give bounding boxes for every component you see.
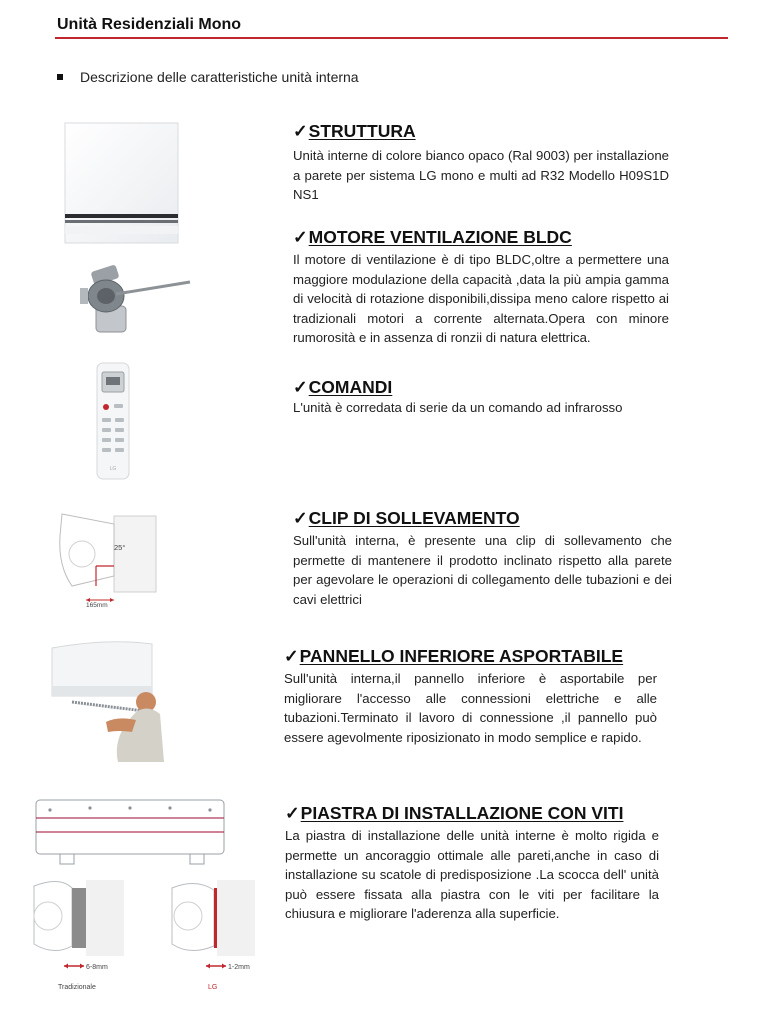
section-title: ✓PIASTRA DI INSTALLAZIONE CON VITI — [285, 803, 624, 823]
section-body: L'unità è corredata di serie da un comando ad infrarosso — [293, 400, 623, 415]
section-title: ✓PANNELLO INFERIORE ASPORTABILE — [284, 646, 624, 666]
section-body: Il motore di ventilazione è di tipo BLDC,oltre a permettere una maggiore modulazione della capacità ,data la più ampia gamma di velocità di rotazione disponibili,dissipa meno calore rispetto ai tradizionali motori a corrente alternata.Opera con minore rumorosità e in assenza di ronzii di natura elettrica. — [293, 252, 669, 346]
fan-motor-image — [76, 262, 194, 338]
clip-angle-label: 25° — [114, 543, 126, 552]
section-clip — [293, 508, 672, 609]
clip-distance-label: 165mm — [86, 602, 108, 608]
intro-bullet — [57, 69, 359, 85]
check-icon: ✓ — [284, 646, 299, 666]
section-comandi — [293, 377, 669, 418]
section-title: ✓CLIP DI SOLLEVAMENTO — [293, 508, 520, 528]
section-pannello — [284, 646, 657, 747]
section-title: ✓COMANDI — [293, 377, 393, 397]
section-title: ✓MOTORE VENTILAZIONE BLDC — [293, 227, 572, 247]
remote-control-image — [96, 362, 130, 480]
page-title: Unità Residenziali Mono — [57, 16, 242, 33]
section-body: Unità interne di colore bianco opaco (Ral 9003) per installazione a parete per sistema LG mono e multi ad R32 Modello H09S1D NS1 — [293, 148, 669, 203]
check-icon: ✓ — [293, 508, 308, 528]
section-title: ✓STRUTTURA — [293, 121, 416, 141]
check-icon: ✓ — [293, 377, 308, 397]
indoor-unit-image — [64, 122, 180, 244]
section-motore — [293, 227, 669, 348]
gap-lg-label: 1-2mm — [228, 964, 250, 971]
check-icon: ✓ — [293, 121, 308, 141]
section-body: Sull'unità interna, è presente una clip di sollevamento che permette di mantenere il prodotto inclinato rispetto alla parete per agevolare le operazioni di collegamento delle tubazioni e dei cavi elettrici — [293, 533, 672, 607]
remote-brand-label: LG — [109, 466, 117, 472]
section-piastra — [285, 803, 659, 924]
section-body: La piastra di installazione delle unità interne è molto rigida e permette un ancoraggio ottimale alle pareti,anche in caso di installazione su scatole di predisposizione .La scocca dell' unità può essere fissata alla piastra con le viti per facilitare la chiusura e migliorare l'aderenza alla superficie. — [285, 828, 659, 922]
bullet-square-icon — [57, 74, 63, 80]
caption-traditional: Tradizionale — [58, 984, 96, 991]
removable-panel-image — [48, 640, 170, 764]
header-divider — [55, 37, 728, 39]
installation-plate-diagram — [30, 796, 262, 996]
gap-traditional-label: 6-8mm — [86, 964, 108, 971]
intro-text: Descrizione delle caratteristiche unità interna — [80, 69, 359, 85]
check-icon: ✓ — [285, 803, 300, 823]
section-body: Sull'unità interna,il pannello inferiore è asportabile per migliorare l'accesso alle connessioni elettriche e alle tubazioni.Terminato il lavoro di connessione ,il pannello può essere agevolmente riposizionato in modo semplice e rapido. — [284, 671, 657, 745]
lifting-clip-diagram — [44, 506, 160, 608]
check-icon: ✓ — [293, 227, 308, 247]
caption-lg: LG — [208, 984, 218, 991]
section-struttura — [293, 121, 669, 205]
